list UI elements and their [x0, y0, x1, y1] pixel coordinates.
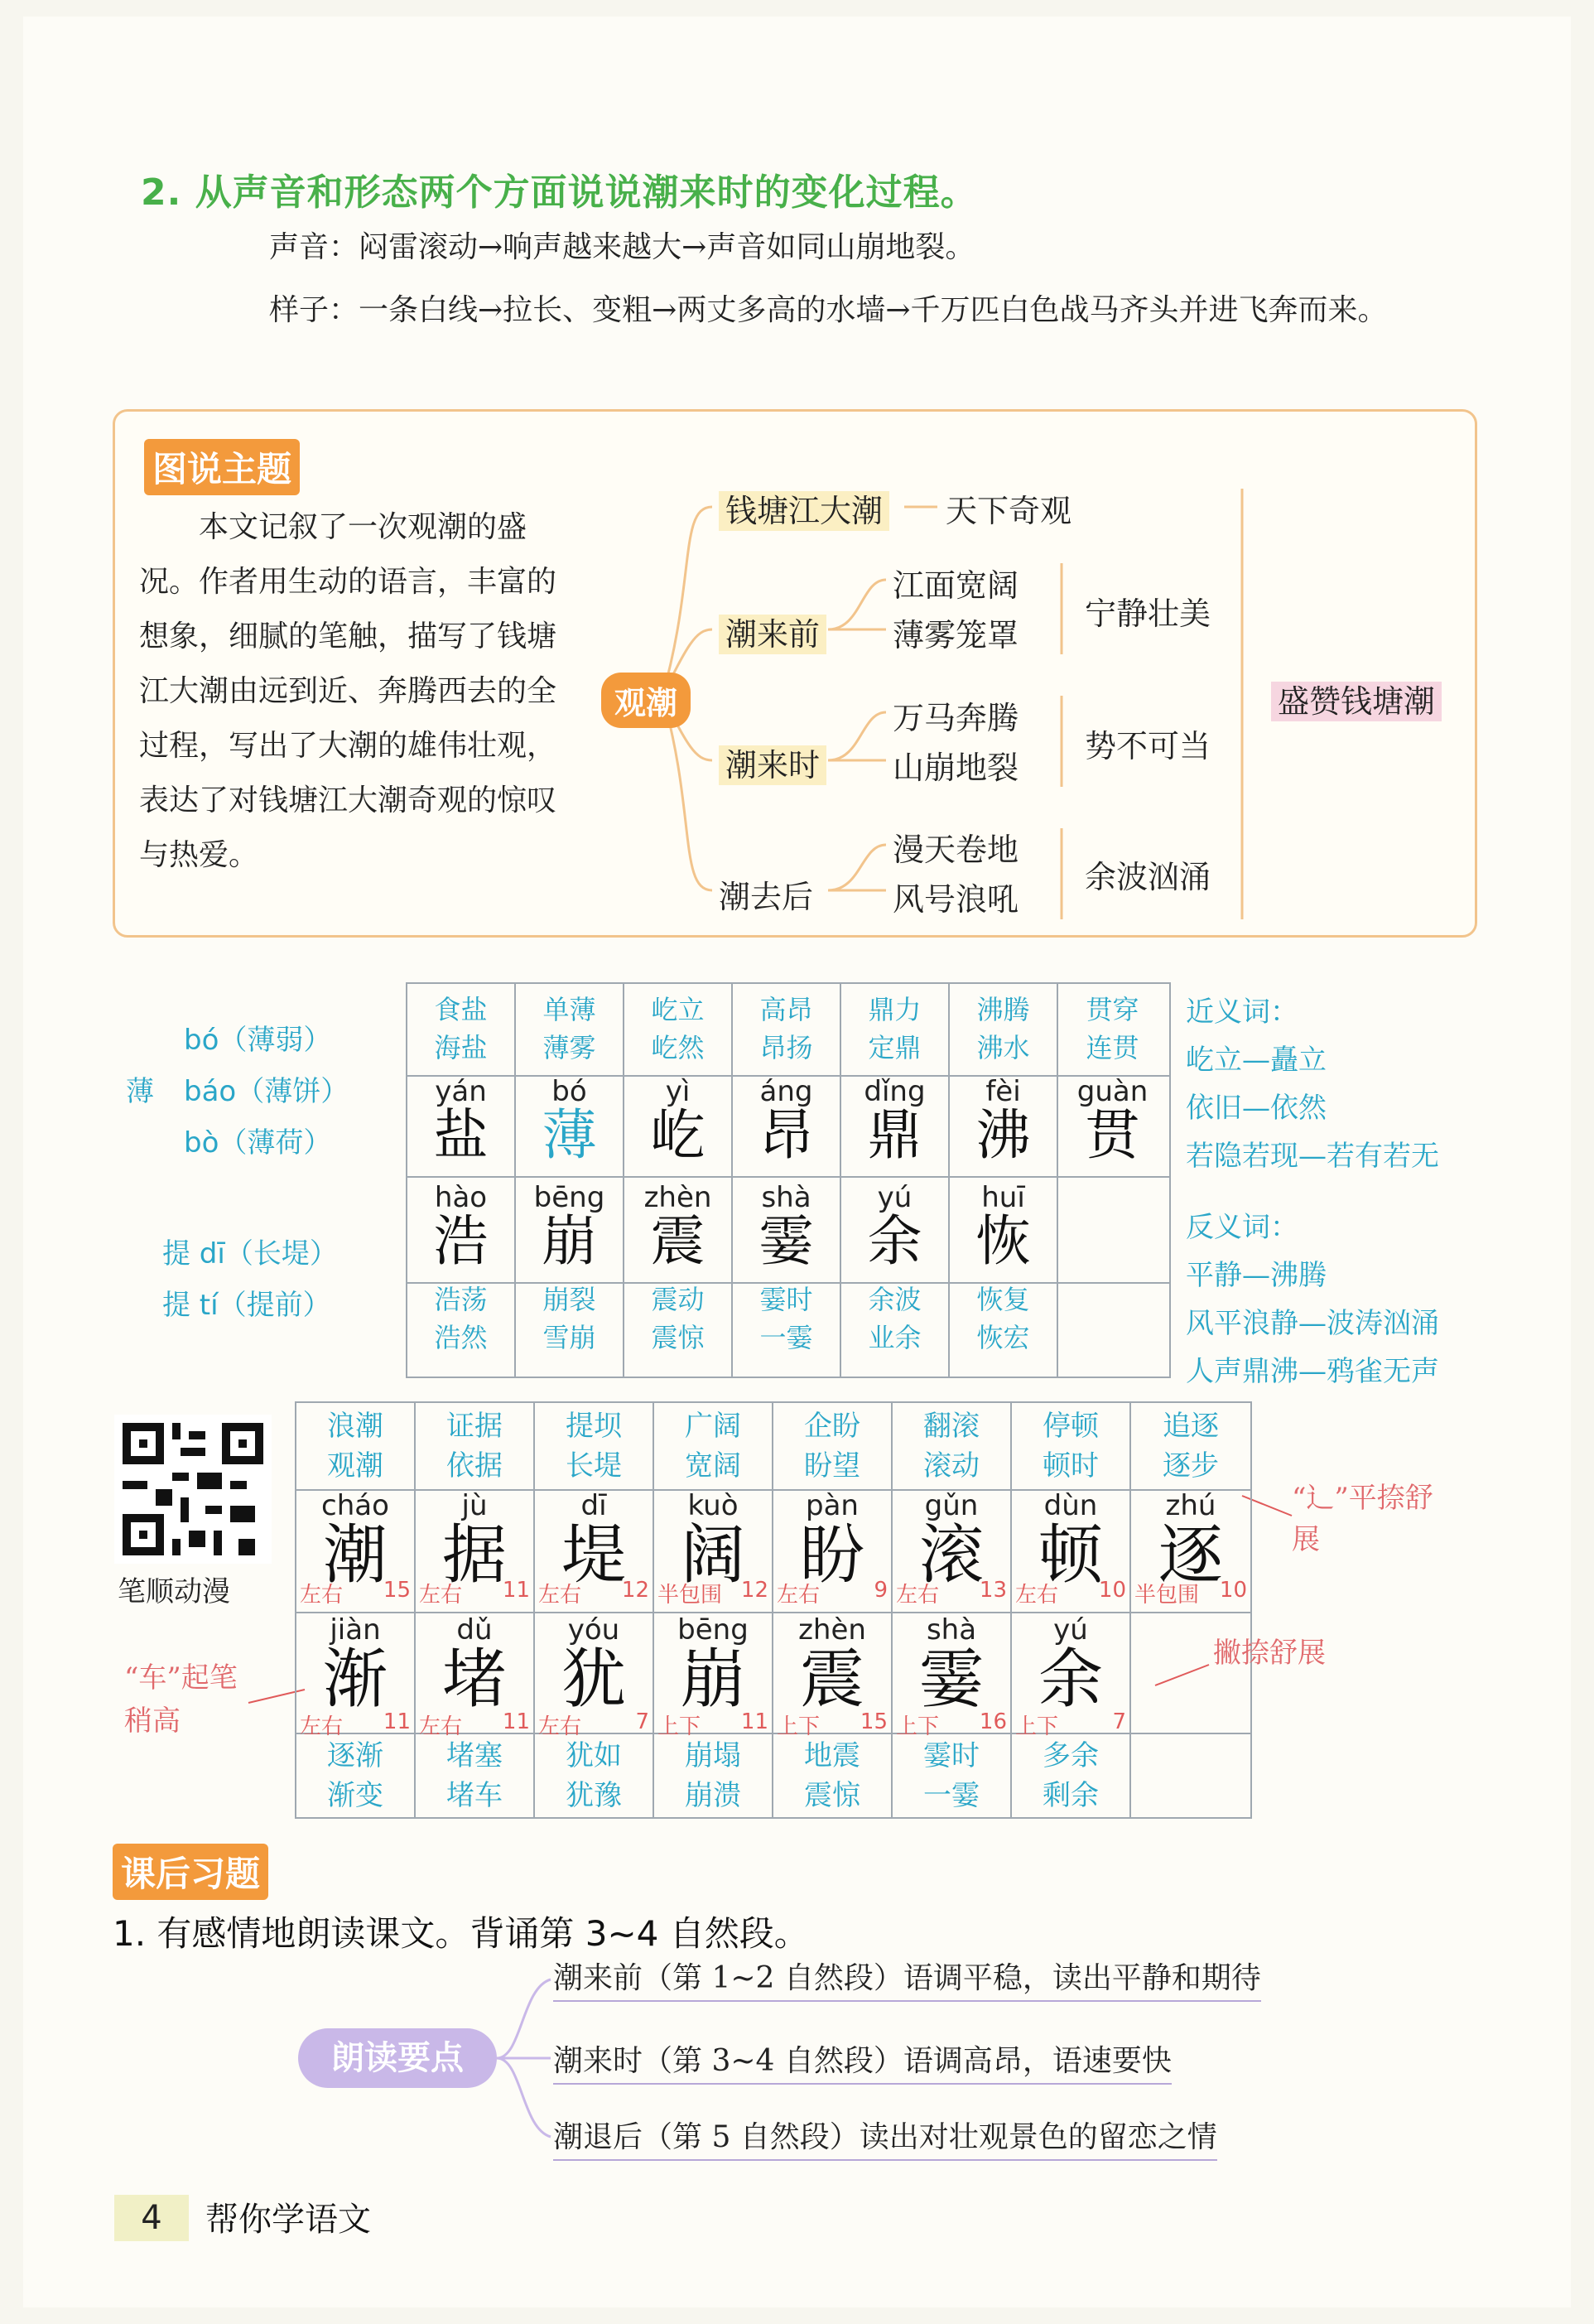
- stroke-count: 10: [1219, 1578, 1247, 1603]
- recognize-cell: [624, 984, 733, 1176]
- word: 宽阔: [685, 1449, 741, 1483]
- stroke-info: [1134, 1578, 1247, 1608]
- write-words: [535, 1403, 653, 1486]
- write-words: [1131, 1403, 1250, 1486]
- antonyms-title: 反义词：: [1186, 1211, 1298, 1244]
- word: 多余: [1043, 1739, 1099, 1772]
- stroke-count: 15: [383, 1578, 411, 1603]
- stroke-count: 12: [621, 1578, 649, 1603]
- bao-char: 薄: [126, 1075, 154, 1108]
- word: 崩塌: [685, 1739, 741, 1772]
- stroke-info: [300, 1578, 411, 1608]
- word: 堵塞: [446, 1739, 503, 1772]
- write-words: [296, 1403, 414, 1486]
- section2-sound: 声音：闷雷滚动→响声越来越大→声音如同山崩地裂。: [269, 230, 975, 264]
- recognize-cell: [950, 1176, 1058, 1377]
- book-title: 帮你学语文: [205, 2201, 371, 2239]
- word: 一霎: [759, 1322, 813, 1353]
- pinyin: jiàn: [330, 1613, 381, 1647]
- recognize-words: [950, 1280, 1057, 1357]
- character: 崩: [542, 1209, 597, 1273]
- bao-reading-1: báo（薄饼）: [184, 1075, 349, 1108]
- character: 贯: [1085, 1103, 1140, 1167]
- word: 渐变: [327, 1779, 383, 1812]
- character: 霎: [918, 1642, 984, 1717]
- recognize-cell: [950, 984, 1058, 1176]
- pinyin: pàn: [806, 1489, 859, 1522]
- character: 浩: [433, 1209, 489, 1273]
- stroke-count: 9: [874, 1578, 888, 1603]
- exercise-badge: 课后习题: [113, 1844, 268, 1900]
- pinyin: yì: [665, 1075, 691, 1108]
- synonym-2: 若隐若现—若有若无: [1186, 1140, 1439, 1173]
- character: 阔: [680, 1518, 745, 1593]
- pinyin: fèi: [985, 1075, 1021, 1108]
- character: 犹: [561, 1642, 626, 1717]
- word: 雪崩: [542, 1322, 596, 1353]
- bao-reading-2: bò（薄荷）: [184, 1126, 332, 1160]
- write-table: [295, 1401, 1252, 1819]
- write-words: [416, 1736, 533, 1815]
- write-cell: [773, 1403, 893, 1612]
- antonym-2: 人声鼎沸—鸦雀无声: [1186, 1355, 1439, 1388]
- character: 余: [867, 1209, 922, 1273]
- note-yu: 撇捺舒展: [1213, 1637, 1326, 1670]
- write-words: [296, 1736, 414, 1815]
- read-points-badge: 朗读要点: [298, 2028, 497, 2088]
- word: 连贯: [1086, 1032, 1139, 1063]
- stroke-info: [419, 1578, 530, 1608]
- word: 震惊: [804, 1779, 860, 1812]
- word: 屹然: [651, 1032, 705, 1063]
- character: 堤: [561, 1518, 626, 1593]
- word: 依据: [446, 1449, 503, 1483]
- write-cell: [1012, 1403, 1131, 1612]
- stage-item-0-1: 薄雾笼罩: [893, 617, 1019, 653]
- stage-item-2-1: 风号浪吼: [893, 881, 1019, 918]
- word: 霎时: [759, 1284, 813, 1315]
- stroke-count: 13: [979, 1578, 1007, 1603]
- write-cell: [535, 1403, 654, 1612]
- word: 逐渐: [327, 1739, 383, 1772]
- recognize-cell: [841, 984, 950, 1176]
- pinyin: shà: [926, 1613, 977, 1647]
- recognize-words: [841, 1280, 948, 1357]
- structure: 左右: [300, 1714, 344, 1739]
- synonym-0: 屹立—矗立: [1186, 1044, 1327, 1077]
- bao-reading-0: bó（薄弱）: [184, 1024, 332, 1057]
- stage-item-2-0: 漫天卷地: [893, 832, 1019, 868]
- word: 犹如: [566, 1739, 622, 1772]
- write-words: [654, 1736, 772, 1815]
- note-zhu: “辶”平捺舒展: [1292, 1482, 1433, 1556]
- stroke-count: 7: [635, 1709, 649, 1734]
- word: 浩荡: [434, 1284, 488, 1315]
- write-cell: [654, 1612, 773, 1817]
- word: 观潮: [327, 1449, 383, 1483]
- word: 食盐: [434, 994, 488, 1025]
- recognize-cell: [407, 1176, 516, 1377]
- write-cell: [773, 1612, 893, 1817]
- write-cell: [416, 1403, 535, 1612]
- character: 霎: [758, 1209, 814, 1273]
- stage-result-0: 宁静壮美: [1085, 595, 1211, 632]
- word: 广阔: [685, 1410, 741, 1443]
- structure: 半包围: [657, 1583, 723, 1608]
- section2-shape: 样子：一条白线→拉长、变粗→两丈多高的水墙→千万匹白色战马齐头并进飞奔而来。: [269, 293, 1388, 327]
- word: 证据: [446, 1410, 503, 1443]
- qr-code-icon[interactable]: [114, 1415, 272, 1564]
- recognize-words: [407, 984, 514, 1067]
- write-cell: [535, 1612, 654, 1817]
- stroke-count: 11: [740, 1709, 768, 1734]
- pinyin: dī: [580, 1489, 607, 1522]
- recognize-table: [406, 982, 1171, 1378]
- stroke-info: [657, 1578, 768, 1608]
- stage-result-1: 势不可当: [1085, 728, 1211, 764]
- stage-item-1-1: 山崩地裂: [893, 750, 1019, 786]
- pinyin: yú: [1053, 1613, 1088, 1647]
- word: 地震: [804, 1739, 860, 1772]
- write-words: [893, 1736, 1010, 1815]
- word: 屹立: [651, 994, 705, 1025]
- recognize-words: [1058, 984, 1167, 1067]
- theme-text: 本文记叙了一次观潮的盛况。作者用生动的语言，丰富的想象，细腻的笔触，描写了钱塘江大潮由远到近、奔腾西去的全过程，写出了大潮的雄伟壮观，表达了对钱塘江大潮奇观的惊叹与热爱。: [139, 510, 557, 872]
- ti-reading-0: 提 dī（长堤）: [162, 1237, 338, 1270]
- pinyin: cháo: [321, 1489, 389, 1522]
- word: 一霎: [923, 1779, 980, 1812]
- word: 企盼: [804, 1410, 860, 1443]
- word: 崩溃: [685, 1779, 741, 1812]
- structure: 上下: [896, 1714, 940, 1739]
- character: 盐: [433, 1103, 489, 1167]
- synonyms-title: 近义词：: [1186, 996, 1298, 1029]
- antonym-1: 风平浪静—波涛汹涌: [1186, 1307, 1439, 1340]
- character: 屹: [650, 1103, 706, 1167]
- character: 震: [799, 1642, 864, 1717]
- pinyin: yóu: [567, 1613, 620, 1647]
- write-cell: [1012, 1612, 1131, 1817]
- character: 潮: [322, 1518, 388, 1593]
- read-point-2: 潮退后（第 5 自然段）读出对壮观景色的留恋之情: [553, 2114, 1217, 2161]
- word: 翻滚: [923, 1410, 980, 1443]
- stroke-info: [538, 1578, 649, 1608]
- stage-name-2: 潮去后: [719, 879, 814, 915]
- recognize-cell: [516, 984, 624, 1176]
- recognize-words: [950, 984, 1057, 1067]
- stroke-info: [777, 1578, 888, 1608]
- pinyin: guàn: [1076, 1075, 1149, 1108]
- note-che: “车”起笔稍高: [124, 1661, 238, 1738]
- word: 昂扬: [759, 1032, 813, 1063]
- structure: 上下: [777, 1714, 821, 1739]
- write-cell: [893, 1403, 1012, 1612]
- word: 余波: [868, 1284, 922, 1315]
- pinyin: yán: [435, 1075, 487, 1108]
- stroke-count: 16: [979, 1709, 1007, 1734]
- character: 昂: [758, 1103, 814, 1167]
- stage-name-1: 潮来时: [719, 745, 826, 785]
- stage-item-0-0: 江面宽阔: [893, 567, 1019, 604]
- pinyin: bēng: [677, 1613, 749, 1647]
- theme-badge: 图说主题: [144, 439, 300, 495]
- pinyin: zhèn: [798, 1613, 866, 1647]
- character: 顿: [1038, 1518, 1103, 1593]
- read-point-0: 潮来前（第 1~2 自然段）语调平稳，读出平静和期待: [553, 1955, 1261, 2002]
- word: 霎时: [923, 1739, 980, 1772]
- word: 长堤: [566, 1449, 622, 1483]
- structure: 左右: [538, 1583, 582, 1608]
- word: 贯穿: [1086, 994, 1139, 1025]
- stroke-count: 11: [383, 1709, 411, 1734]
- write-words: [773, 1736, 891, 1815]
- recognize-words: [624, 984, 731, 1067]
- write-cell: [893, 1612, 1012, 1817]
- recognize-cell: [624, 1176, 733, 1377]
- word: 薄雾: [542, 1032, 596, 1063]
- pinyin: huī: [981, 1181, 1025, 1214]
- write-words: [1012, 1736, 1129, 1815]
- character: 鼎: [867, 1103, 922, 1167]
- stroke-count: 10: [1098, 1578, 1126, 1603]
- structure: 左右: [538, 1714, 582, 1739]
- word: 沸腾: [976, 994, 1030, 1025]
- structure: 左右: [419, 1714, 463, 1739]
- word: 震动: [651, 1284, 705, 1315]
- recognize-cell: [841, 1176, 950, 1377]
- write-cell: [654, 1403, 773, 1612]
- stroke-count: 12: [740, 1578, 768, 1603]
- section2-title: 2. 从声音和形态两个方面说说潮来时的变化过程。: [141, 171, 978, 214]
- word: 定鼎: [868, 1032, 922, 1063]
- word: 犹豫: [566, 1779, 622, 1812]
- recognize-words: [841, 984, 948, 1067]
- word: 停顿: [1043, 1410, 1099, 1443]
- recognize-cell: [516, 1176, 624, 1377]
- stroke-info: [1015, 1578, 1126, 1608]
- write-words: [535, 1736, 653, 1815]
- stage-item-1-0: 万马奔腾: [893, 700, 1019, 736]
- word: 高昂: [759, 994, 813, 1025]
- structure: 左右: [419, 1583, 463, 1608]
- word: 震惊: [651, 1322, 705, 1353]
- stroke-info: [896, 1578, 1007, 1608]
- character: 逐: [1158, 1518, 1223, 1593]
- character: 震: [650, 1209, 706, 1273]
- stroke-count: 7: [1112, 1709, 1126, 1734]
- mindmap-conclusion: 盛赞钱塘潮: [1271, 682, 1442, 721]
- word: 海盐: [434, 1032, 488, 1063]
- synonym-1: 依旧—依然: [1186, 1092, 1327, 1125]
- recognize-words: [516, 1280, 623, 1357]
- recognize-words: [516, 984, 623, 1067]
- word: 业余: [868, 1322, 922, 1353]
- word: 鼎力: [868, 994, 922, 1025]
- character: 滚: [918, 1518, 984, 1593]
- pinyin: jù: [461, 1489, 488, 1522]
- write-words: [416, 1403, 533, 1486]
- write-words: [654, 1403, 772, 1486]
- pinyin: kuò: [687, 1489, 739, 1522]
- recognize-words: [624, 1280, 731, 1357]
- ti-reading-1: 提 tí（提前）: [162, 1289, 331, 1322]
- word: 提坝: [566, 1410, 622, 1443]
- write-words: [893, 1403, 1010, 1486]
- word: 单薄: [542, 994, 596, 1025]
- stage-result-2: 余波汹涌: [1085, 859, 1211, 895]
- pinyin: yú: [877, 1181, 913, 1214]
- word: 逐步: [1163, 1449, 1219, 1483]
- word: 剩余: [1043, 1779, 1099, 1812]
- word: 追逐: [1163, 1410, 1219, 1443]
- character: 盼: [799, 1518, 864, 1593]
- recognize-words: [407, 1280, 514, 1357]
- recognize-cell: [1058, 984, 1167, 1176]
- pinyin: bó: [551, 1075, 587, 1108]
- write-cell: [1131, 1403, 1250, 1612]
- pinyin: zhú: [1165, 1489, 1216, 1522]
- word: 浪潮: [327, 1410, 383, 1443]
- antonym-0: 平静—沸腾: [1186, 1259, 1327, 1292]
- pinyin: gǔn: [924, 1489, 979, 1522]
- pinyin: dùn: [1043, 1489, 1098, 1522]
- word: 盼望: [804, 1449, 860, 1483]
- write-words: [1012, 1403, 1129, 1486]
- stage-name-0: 潮来前: [719, 615, 826, 654]
- recognize-cell: [733, 984, 841, 1176]
- write-cell: [296, 1403, 416, 1612]
- word: 浩然: [434, 1322, 488, 1353]
- stroke-count: 15: [860, 1709, 888, 1734]
- word: 崩裂: [542, 1284, 596, 1315]
- character: 堵: [441, 1642, 507, 1717]
- character: 余: [1038, 1642, 1103, 1717]
- word: 恢宏: [976, 1322, 1030, 1353]
- read-point-1: 潮来时（第 3~4 自然段）语调高昂，语速要快: [553, 2037, 1172, 2085]
- write-cell: [296, 1612, 416, 1817]
- structure: 左右: [777, 1583, 821, 1608]
- structure: 上下: [1015, 1714, 1059, 1739]
- pinyin: hào: [434, 1181, 488, 1214]
- pinyin: dǐng: [864, 1075, 926, 1108]
- pinyin: áng: [759, 1075, 813, 1108]
- mindmap-top-desc: 天下奇观: [946, 493, 1072, 529]
- word: 滚动: [923, 1449, 980, 1483]
- recognize-cell: [733, 1176, 841, 1377]
- structure: 上下: [657, 1714, 701, 1739]
- word: 堵车: [446, 1779, 503, 1812]
- character: 渐: [322, 1642, 388, 1717]
- mindmap-center: 观潮: [601, 673, 691, 728]
- recognize-words: [733, 984, 840, 1067]
- qr-caption: 笔顺动漫: [118, 1575, 230, 1608]
- word: 顿时: [1043, 1449, 1099, 1483]
- pinyin: shà: [761, 1181, 811, 1214]
- structure: 左右: [1015, 1583, 1059, 1608]
- mindmap-top-label: 钱塘江大潮: [719, 491, 889, 531]
- recognize-cell: [407, 984, 516, 1176]
- pinyin: bēng: [533, 1181, 605, 1214]
- stroke-count: 11: [502, 1709, 530, 1734]
- recognize-words: [733, 1280, 840, 1357]
- word: 沸水: [976, 1032, 1030, 1063]
- character: 崩: [680, 1642, 745, 1717]
- page-number: 4: [114, 2195, 189, 2241]
- structure: 左右: [300, 1583, 344, 1608]
- stroke-count: 11: [502, 1578, 530, 1603]
- write-words: [773, 1403, 891, 1486]
- character: 沸: [975, 1103, 1031, 1167]
- character: 恢: [975, 1209, 1031, 1273]
- word: 恢复: [976, 1284, 1030, 1315]
- write-cell: [416, 1612, 535, 1817]
- pinyin: zhèn: [643, 1181, 712, 1214]
- exercise-q1: 1. 有感情地朗读课文。背诵第 3~4 自然段。: [113, 1913, 809, 1954]
- structure: 半包围: [1134, 1583, 1200, 1608]
- structure: 左右: [896, 1583, 940, 1608]
- character: 据: [441, 1518, 507, 1593]
- character: 薄: [542, 1103, 597, 1167]
- pinyin: dǔ: [456, 1613, 493, 1647]
